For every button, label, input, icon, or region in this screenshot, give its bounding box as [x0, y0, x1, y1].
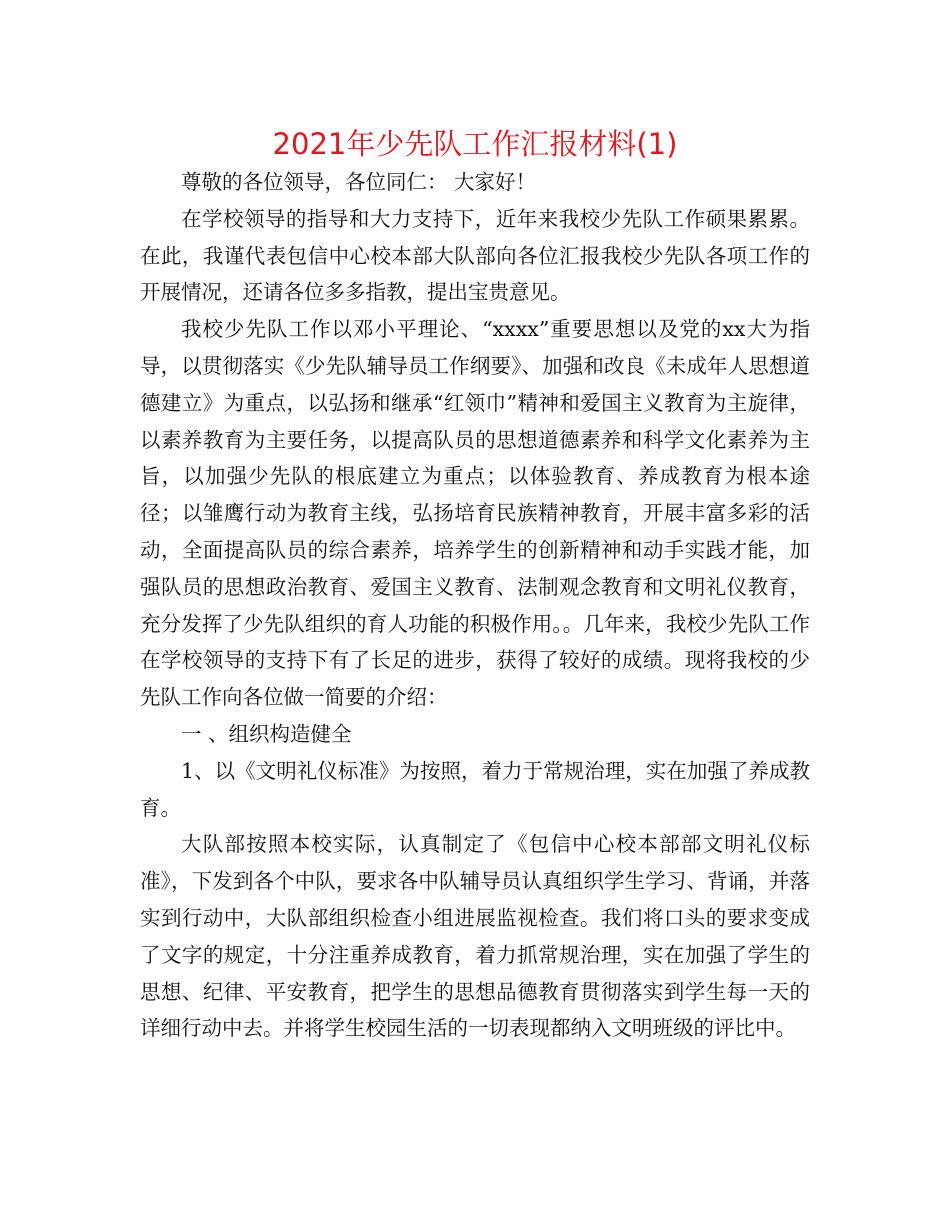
document-body [140, 164, 810, 1047]
paragraph-greeting: 尊敬的各位领导，各位同仁： 大家好！ [181, 170, 537, 194]
paragraph-etiquette-standard: 1、以《文明礼仪标准》为按照，着力于常规治理，实在加强了养成教育。 [140, 758, 810, 820]
paragraph-brigade-implementation: 大队部按照本校实际，认真制定了《包信中心校本部部文明礼仪标准》，下发到各个中队，要求各中队辅导员认真组织学生学习、背诵，并落实到行动中，大队部组织检查小组进展监视检查。我们将口头的要求变成了文字的规定，十分注重养成教育，着力抓常规治理，实在加强了学生的思想、纪律、平安教育，把学生的思想品德教育贯彻落实到学生每一天的详细行动中去。并将学生校园生活的一切表现都纳入文明班级的评比中。 [140, 832, 810, 1041]
section-heading-organization: 一 、组织构造健全 [181, 721, 352, 746]
paragraph-guiding-principles: 我校少先队工作以邓小平理论、“xxxx”重要思想以及党的xx大为指导，以贯彻落实《少先队辅导员工作纲要》、加强和改良《未成年人思想道德建立》为重点，以弘扬和继承“红领巾”精神和爱国主义教育为主旋律，以素养教育为主要任务，以提高队员的思想道德素养和科学文化素养为主旨，以加强少先队的根底建立为重点；以体验教育、养成教育为根本途径；以雏鹰行动为教育主线，弘扬培育民族精神教育，开展丰富多彩的活动，全面提高队员的综合素养，培养学生的创新精神和动手实践才能，加强队员的思想政治教育、爱国主义教育、法制观念教育和文明礼仪教育，充分发挥了少先队组织的育人功能的积极作用。。几年来，我校少先队工作在学校领导的支持下有了长足的进步，获得了较好的成绩。现将我校的少先队工作向各位做一简要的介绍： [140, 317, 810, 710]
paragraph-introduction: 在学校领导的指导和大力支持下，近年来我校少先队工作硕果累累。在此，我谨代表包信中心校本部大队部向各位汇报我校少先队各项工作的开展情况，还请各位多多指教，提出宝贵意见。 [140, 206, 810, 305]
document-title: 2021年少先队工作汇报材料(1) [272, 127, 678, 161]
